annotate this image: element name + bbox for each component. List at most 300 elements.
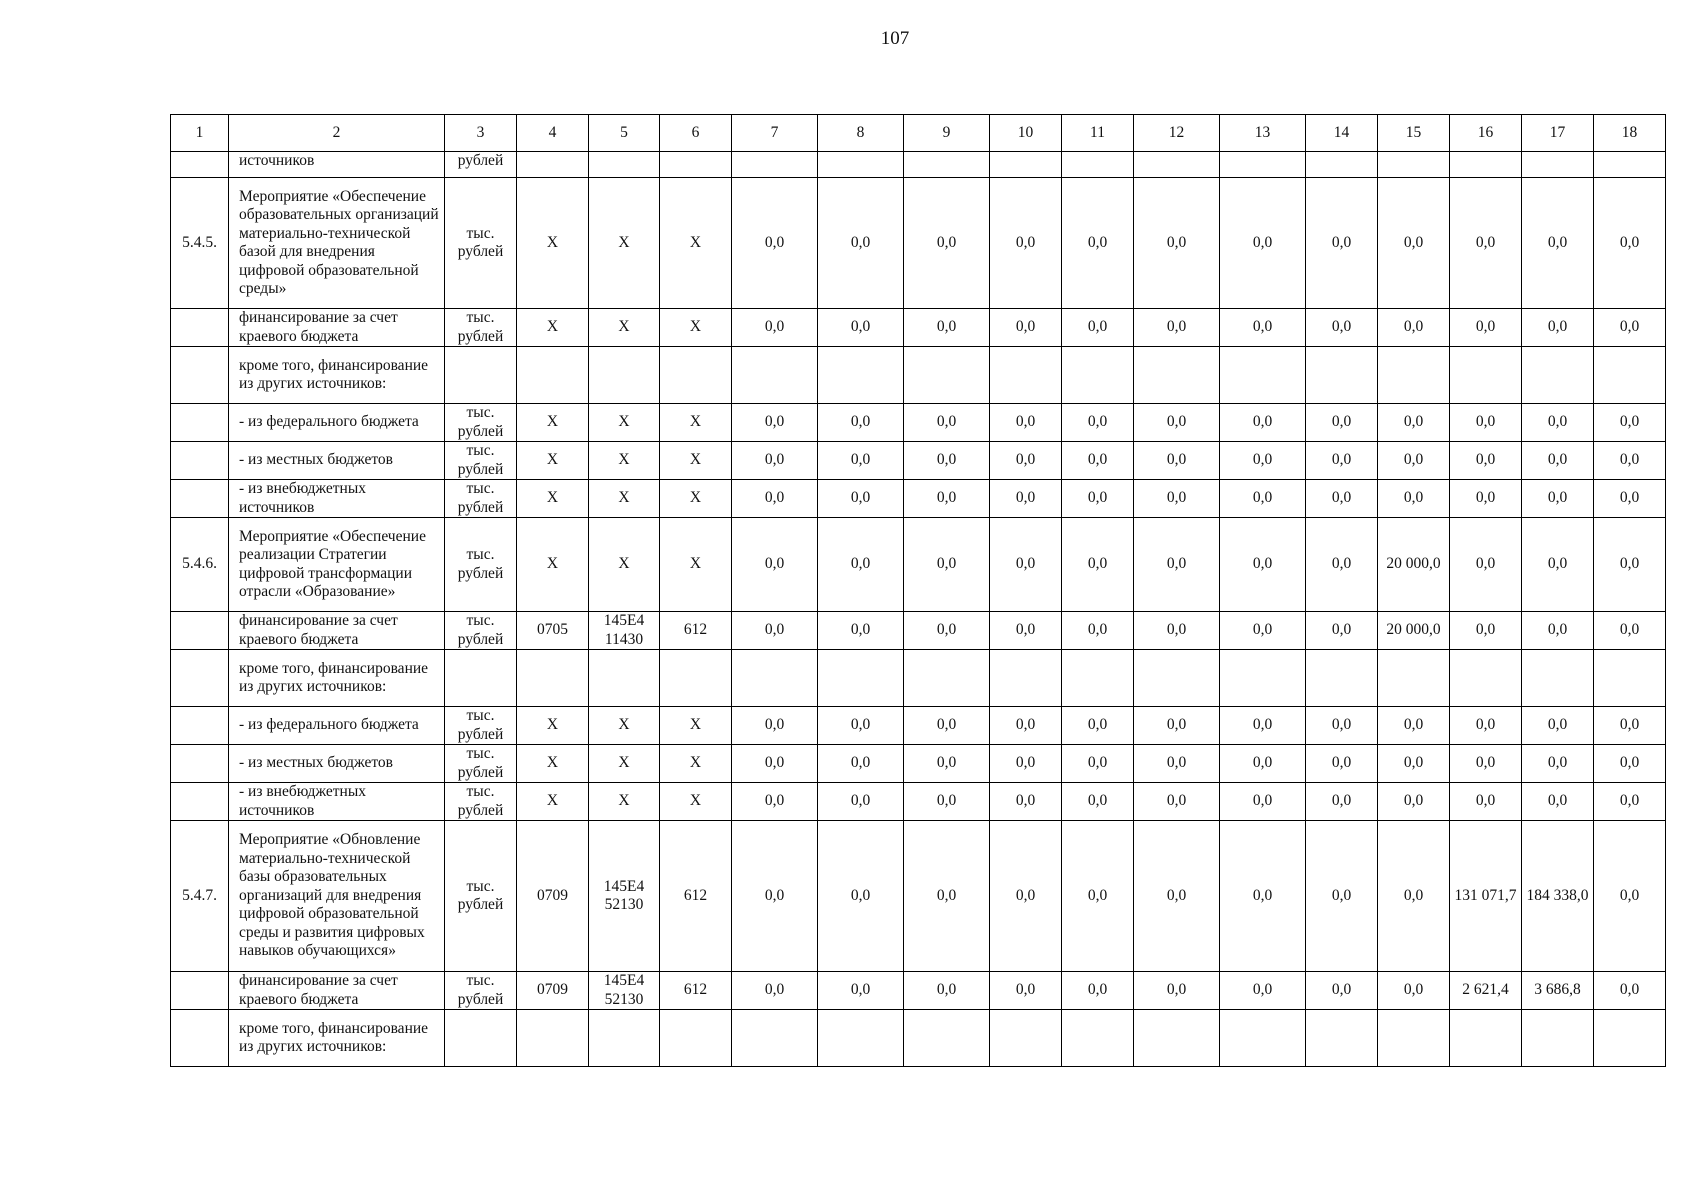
row-name-cell: - из местных бюджетов (229, 745, 445, 783)
table-cell: 0,0 (732, 783, 818, 821)
row-name-cell: - из федерального бюджета (229, 404, 445, 442)
table-cell (1306, 152, 1378, 178)
table-row (171, 783, 1666, 821)
row-name-cell: кроме того, финансирование из других источников: (229, 1010, 445, 1067)
table-cell (904, 152, 990, 178)
table-cell (517, 650, 589, 707)
table-cell (445, 650, 517, 707)
table-cell: 0,0 (1062, 783, 1134, 821)
table-cell: 0,0 (1522, 404, 1594, 442)
table-cell: 0,0 (1306, 480, 1378, 518)
table-cell (1220, 650, 1306, 707)
column-header: 9 (904, 115, 990, 152)
table-cell: X (660, 178, 732, 309)
row-number-cell (171, 347, 229, 404)
column-header: 5 (589, 115, 660, 152)
table-cell: 0,0 (904, 783, 990, 821)
row-number-cell (171, 404, 229, 442)
table-cell (1450, 650, 1522, 707)
column-header: 17 (1522, 115, 1594, 152)
table-cell (1450, 347, 1522, 404)
table-cell: 0,0 (1378, 972, 1450, 1010)
table-cell: 0,0 (1522, 745, 1594, 783)
table-cell (1594, 347, 1666, 404)
table-cell (660, 650, 732, 707)
table-cell: 0,0 (1522, 480, 1594, 518)
table-cell (1306, 347, 1378, 404)
row-number-cell (171, 480, 229, 518)
row-name-cell: финансирование за счет краевого бюджета (229, 612, 445, 650)
table-cell: 0,0 (1220, 309, 1306, 347)
table-cell: 20 000,0 (1378, 612, 1450, 650)
table-row (171, 178, 1666, 309)
table-cell: 0,0 (1220, 707, 1306, 745)
table-cell: 0,0 (1594, 442, 1666, 480)
row-name-cell: Мероприятие «Обеспечение реализации Стратегии цифровой трансформации отрасли «Образование» (229, 518, 445, 612)
table-cell: 0,0 (1450, 707, 1522, 745)
table-cell: 0,0 (1220, 821, 1306, 972)
table-cell: 0,0 (1220, 178, 1306, 309)
table-cell (1220, 152, 1306, 178)
table-cell: X (517, 745, 589, 783)
table-cell: 0,0 (1220, 404, 1306, 442)
row-number-cell (171, 612, 229, 650)
table-row (171, 650, 1666, 707)
table-cell: 0,0 (1594, 480, 1666, 518)
table-cell: 0,0 (1450, 518, 1522, 612)
table-cell: 0,0 (1306, 821, 1378, 972)
table-cell (818, 650, 904, 707)
table-cell: 131 071,7 (1450, 821, 1522, 972)
table-row (171, 821, 1666, 972)
table-cell: 0,0 (1450, 178, 1522, 309)
table-cell: X (517, 518, 589, 612)
table-cell: 0,0 (1522, 178, 1594, 309)
table-cell: 0,0 (1522, 309, 1594, 347)
table-cell: 0,0 (1450, 480, 1522, 518)
table-cell: 0,0 (818, 309, 904, 347)
table-cell: тыс. рублей (445, 972, 517, 1010)
table-cell: X (660, 745, 732, 783)
table-cell: 0,0 (904, 442, 990, 480)
row-name-cell: - из федерального бюджета (229, 707, 445, 745)
row-number-cell (171, 745, 229, 783)
table-cell: 0,0 (1134, 518, 1220, 612)
table-cell (589, 152, 660, 178)
table-cell: 0,0 (1450, 404, 1522, 442)
column-header: 18 (1594, 115, 1666, 152)
table-cell: 0,0 (904, 309, 990, 347)
table-cell (818, 347, 904, 404)
table-cell: 0,0 (818, 612, 904, 650)
column-header: 15 (1378, 115, 1450, 152)
table-cell: 0,0 (818, 783, 904, 821)
row-name-cell: финансирование за счет краевого бюджета (229, 972, 445, 1010)
table-cell (517, 1010, 589, 1067)
table-cell: 0,0 (1306, 309, 1378, 347)
table-cell (1220, 1010, 1306, 1067)
table-cell (1522, 347, 1594, 404)
table-cell: X (517, 442, 589, 480)
table-cell (1378, 152, 1450, 178)
table-cell: 2 621,4 (1450, 972, 1522, 1010)
table-cell (1134, 650, 1220, 707)
table-cell: 0,0 (1134, 309, 1220, 347)
table-cell (1306, 1010, 1378, 1067)
table-cell: 0,0 (1220, 518, 1306, 612)
table-cell: 0,0 (904, 480, 990, 518)
column-header: 6 (660, 115, 732, 152)
row-name-cell: - из местных бюджетов (229, 442, 445, 480)
table-cell: 612 (660, 612, 732, 650)
row-number-cell (171, 1010, 229, 1067)
table-row (171, 707, 1666, 745)
table-cell: 0,0 (1220, 745, 1306, 783)
table-cell: 0,0 (818, 404, 904, 442)
table-cell: тыс. рублей (445, 309, 517, 347)
table-cell: 0,0 (904, 972, 990, 1010)
table-cell: 0,0 (1378, 821, 1450, 972)
table-cell: 0,0 (1134, 612, 1220, 650)
table-cell (1450, 1010, 1522, 1067)
table-cell: 0,0 (990, 972, 1062, 1010)
table-cell: X (660, 442, 732, 480)
table-cell (732, 650, 818, 707)
row-name-cell: кроме того, финансирование из других источников: (229, 650, 445, 707)
table-cell (1134, 152, 1220, 178)
table-cell: 0,0 (1134, 972, 1220, 1010)
table-cell: 0,0 (1378, 480, 1450, 518)
page-number: 107 (880, 28, 910, 49)
table-cell: 0,0 (1594, 178, 1666, 309)
table-cell: 0,0 (732, 480, 818, 518)
table-cell (990, 152, 1062, 178)
table-cell: 0,0 (1378, 783, 1450, 821)
table-cell: 0,0 (990, 309, 1062, 347)
table-cell: 0,0 (1306, 178, 1378, 309)
table-cell: 0,0 (990, 178, 1062, 309)
column-header: 11 (1062, 115, 1134, 152)
table-cell: 0,0 (904, 518, 990, 612)
table-cell: 0,0 (1522, 518, 1594, 612)
table-cell: 0,0 (904, 404, 990, 442)
table-cell: 0,0 (1134, 745, 1220, 783)
budget-table (170, 114, 1666, 1067)
table-cell: тыс. рублей (445, 442, 517, 480)
table-cell: 0,0 (1594, 972, 1666, 1010)
table-cell: 145Е4 52130 (589, 821, 660, 972)
table-cell: 0,0 (1134, 821, 1220, 972)
table-cell: 0,0 (818, 745, 904, 783)
table-cell: 0,0 (1450, 783, 1522, 821)
table-cell (1062, 1010, 1134, 1067)
table-cell (990, 347, 1062, 404)
table-cell: 0,0 (1522, 612, 1594, 650)
table-cell: X (517, 309, 589, 347)
table-cell: тыс. рублей (445, 480, 517, 518)
table-cell: 0,0 (1062, 707, 1134, 745)
table-cell (904, 1010, 990, 1067)
table-cell: 0,0 (732, 309, 818, 347)
table-cell: 0,0 (732, 972, 818, 1010)
table-cell: 0,0 (1378, 707, 1450, 745)
table-cell: 0,0 (1594, 821, 1666, 972)
table-cell: 0,0 (818, 442, 904, 480)
table-cell: X (589, 707, 660, 745)
table-cell: 0,0 (1134, 707, 1220, 745)
column-header: 13 (1220, 115, 1306, 152)
table-cell (589, 347, 660, 404)
table-cell: 0,0 (1220, 612, 1306, 650)
column-header: 16 (1450, 115, 1522, 152)
table-cell: 0,0 (818, 707, 904, 745)
table-cell: 0,0 (1062, 972, 1134, 1010)
table-cell: 0,0 (1306, 783, 1378, 821)
table-cell: 0,0 (818, 972, 904, 1010)
table-cell: 0,0 (1134, 480, 1220, 518)
table-cell: X (660, 404, 732, 442)
table-cell: 0,0 (990, 404, 1062, 442)
table-cell: 0,0 (1378, 404, 1450, 442)
row-number-cell: 5.4.7. (171, 821, 229, 972)
table-cell (732, 1010, 818, 1067)
table-cell: рублей (445, 152, 517, 178)
table-cell: 145Е4 11430 (589, 612, 660, 650)
table-row (171, 518, 1666, 612)
table-cell: тыс. рублей (445, 404, 517, 442)
table-row (171, 612, 1666, 650)
table-cell: 0,0 (1522, 707, 1594, 745)
table-cell: 0,0 (732, 442, 818, 480)
table-cell (589, 1010, 660, 1067)
table-cell: 0,0 (1062, 745, 1134, 783)
row-number-cell (171, 783, 229, 821)
table-cell: 0,0 (1378, 178, 1450, 309)
table-cell: 0,0 (1306, 707, 1378, 745)
table-header-row (171, 115, 1666, 152)
table-cell: 0,0 (1594, 707, 1666, 745)
table-row (171, 442, 1666, 480)
table-cell: X (589, 442, 660, 480)
table-cell (1522, 152, 1594, 178)
table-cell (660, 152, 732, 178)
table-cell: 0,0 (990, 707, 1062, 745)
table-row (171, 152, 1666, 178)
table-cell: X (660, 480, 732, 518)
table-cell (990, 1010, 1062, 1067)
table-cell: 0,0 (1220, 442, 1306, 480)
table-cell: 0,0 (1306, 442, 1378, 480)
table-cell: 0,0 (1450, 442, 1522, 480)
table-cell (1134, 1010, 1220, 1067)
table-cell: 0,0 (732, 518, 818, 612)
table-cell: X (589, 518, 660, 612)
table-cell (1134, 347, 1220, 404)
table-cell (904, 650, 990, 707)
table-cell: 0,0 (1062, 442, 1134, 480)
table-cell: X (517, 783, 589, 821)
table-cell: 0,0 (1306, 745, 1378, 783)
table-cell: тыс. рублей (445, 821, 517, 972)
column-header: 8 (818, 115, 904, 152)
table-cell: 0,0 (1220, 480, 1306, 518)
table-cell (818, 152, 904, 178)
table-cell (1378, 1010, 1450, 1067)
table-cell (1594, 152, 1666, 178)
row-number-cell: 5.4.6. (171, 518, 229, 612)
table-cell: 0,0 (1220, 783, 1306, 821)
table-cell: 0,0 (1594, 309, 1666, 347)
table-cell: 0,0 (1378, 745, 1450, 783)
table-row (171, 404, 1666, 442)
table-cell (904, 347, 990, 404)
table-cell: X (589, 178, 660, 309)
table-cell: 0,0 (1134, 783, 1220, 821)
table-cell: 0,0 (1062, 309, 1134, 347)
table-cell: 0,0 (1594, 612, 1666, 650)
table-cell (1594, 1010, 1666, 1067)
table-cell: 0,0 (990, 745, 1062, 783)
table-cell (732, 347, 818, 404)
table-cell: 0,0 (1450, 745, 1522, 783)
table-cell: X (589, 404, 660, 442)
table-cell: X (589, 783, 660, 821)
table-cell: 0,0 (1594, 404, 1666, 442)
table-cell: 0705 (517, 612, 589, 650)
table-cell (990, 650, 1062, 707)
row-name-cell: Мероприятие «Обновление материально-технической базы образовательных организаций для внедрения цифровой образовательной среды и развития цифровых навыков обучающихся» (229, 821, 445, 972)
table-cell: 0,0 (1134, 178, 1220, 309)
table-cell: 0,0 (1062, 480, 1134, 518)
table-cell: тыс. рублей (445, 783, 517, 821)
table-cell: 0,0 (990, 442, 1062, 480)
table-cell: 0,0 (990, 783, 1062, 821)
table-cell: 0,0 (1522, 442, 1594, 480)
table-cell: 0,0 (1062, 821, 1134, 972)
table-cell: 0,0 (990, 480, 1062, 518)
row-number-cell (171, 152, 229, 178)
table-cell (1522, 650, 1594, 707)
table-cell: 0,0 (904, 707, 990, 745)
table-row (171, 480, 1666, 518)
table-cell (732, 152, 818, 178)
table-cell: 0,0 (990, 518, 1062, 612)
table-cell (589, 650, 660, 707)
table-cell: 0,0 (1306, 404, 1378, 442)
table-cell: X (660, 783, 732, 821)
table-cell: 0,0 (1062, 178, 1134, 309)
table-cell: 0,0 (904, 745, 990, 783)
table-cell (445, 347, 517, 404)
table-cell: X (517, 707, 589, 745)
column-header: 2 (229, 115, 445, 152)
table-cell: 612 (660, 821, 732, 972)
table-cell: 0,0 (1220, 972, 1306, 1010)
table-cell: тыс. рублей (445, 707, 517, 745)
table-cell: 0,0 (732, 404, 818, 442)
table-cell (660, 1010, 732, 1067)
column-header: 1 (171, 115, 229, 152)
table-cell: 0,0 (1522, 783, 1594, 821)
table-cell: 0,0 (1062, 404, 1134, 442)
table-cell: 0,0 (1450, 309, 1522, 347)
table-cell: 0,0 (732, 821, 818, 972)
table-cell: 0,0 (818, 821, 904, 972)
table-cell: 0709 (517, 821, 589, 972)
table-cell (818, 1010, 904, 1067)
table-cell: X (589, 309, 660, 347)
table-cell: X (660, 309, 732, 347)
table-cell (1306, 650, 1378, 707)
table-cell: 0,0 (904, 612, 990, 650)
table-cell: 0,0 (1306, 612, 1378, 650)
table-cell: X (660, 707, 732, 745)
table-cell: 0,0 (1134, 404, 1220, 442)
table-cell (517, 347, 589, 404)
table-cell: 0,0 (1594, 783, 1666, 821)
table-row (171, 745, 1666, 783)
table-cell: 0,0 (990, 612, 1062, 650)
table-cell: 0,0 (904, 178, 990, 309)
row-number-cell (171, 650, 229, 707)
row-number-cell (171, 309, 229, 347)
table-cell: X (589, 745, 660, 783)
table-cell (1062, 347, 1134, 404)
column-header: 14 (1306, 115, 1378, 152)
table-cell: тыс. рублей (445, 745, 517, 783)
table-cell: 0,0 (818, 480, 904, 518)
row-name-cell: - из внебюджетных источников (229, 783, 445, 821)
table-cell: X (517, 480, 589, 518)
table-cell: X (517, 178, 589, 309)
table-cell: 0,0 (1306, 972, 1378, 1010)
table-cell: X (589, 480, 660, 518)
table-cell: 0,0 (1062, 518, 1134, 612)
table-cell (1062, 650, 1134, 707)
table-row (171, 1010, 1666, 1067)
row-number-cell (171, 442, 229, 480)
table-cell: 0,0 (1134, 442, 1220, 480)
table-cell: тыс. рублей (445, 178, 517, 309)
row-name-cell: Мероприятие «Обеспечение образовательных организаций материально-технической базой для внедрения цифровой образовательной среды» (229, 178, 445, 309)
table-cell: 0,0 (1594, 518, 1666, 612)
table-cell: X (517, 404, 589, 442)
table-cell: 0,0 (732, 178, 818, 309)
row-number-cell (171, 707, 229, 745)
row-name-cell: источников (229, 152, 445, 178)
table-cell (1220, 347, 1306, 404)
table-cell: 0,0 (1594, 745, 1666, 783)
table-cell: тыс. рублей (445, 612, 517, 650)
table-cell: 0,0 (818, 518, 904, 612)
table-cell (1594, 650, 1666, 707)
table-cell: 612 (660, 972, 732, 1010)
column-header: 10 (990, 115, 1062, 152)
table-row (171, 347, 1666, 404)
table-cell (1522, 1010, 1594, 1067)
table-cell: 3 686,8 (1522, 972, 1594, 1010)
column-header: 7 (732, 115, 818, 152)
table-cell (517, 152, 589, 178)
table-cell (445, 1010, 517, 1067)
row-name-cell: кроме того, финансирование из других источников: (229, 347, 445, 404)
table-cell: 0709 (517, 972, 589, 1010)
table-cell: 0,0 (1306, 518, 1378, 612)
table-cell: 20 000,0 (1378, 518, 1450, 612)
table-cell: 0,0 (1378, 442, 1450, 480)
table-cell: X (660, 518, 732, 612)
column-header: 4 (517, 115, 589, 152)
